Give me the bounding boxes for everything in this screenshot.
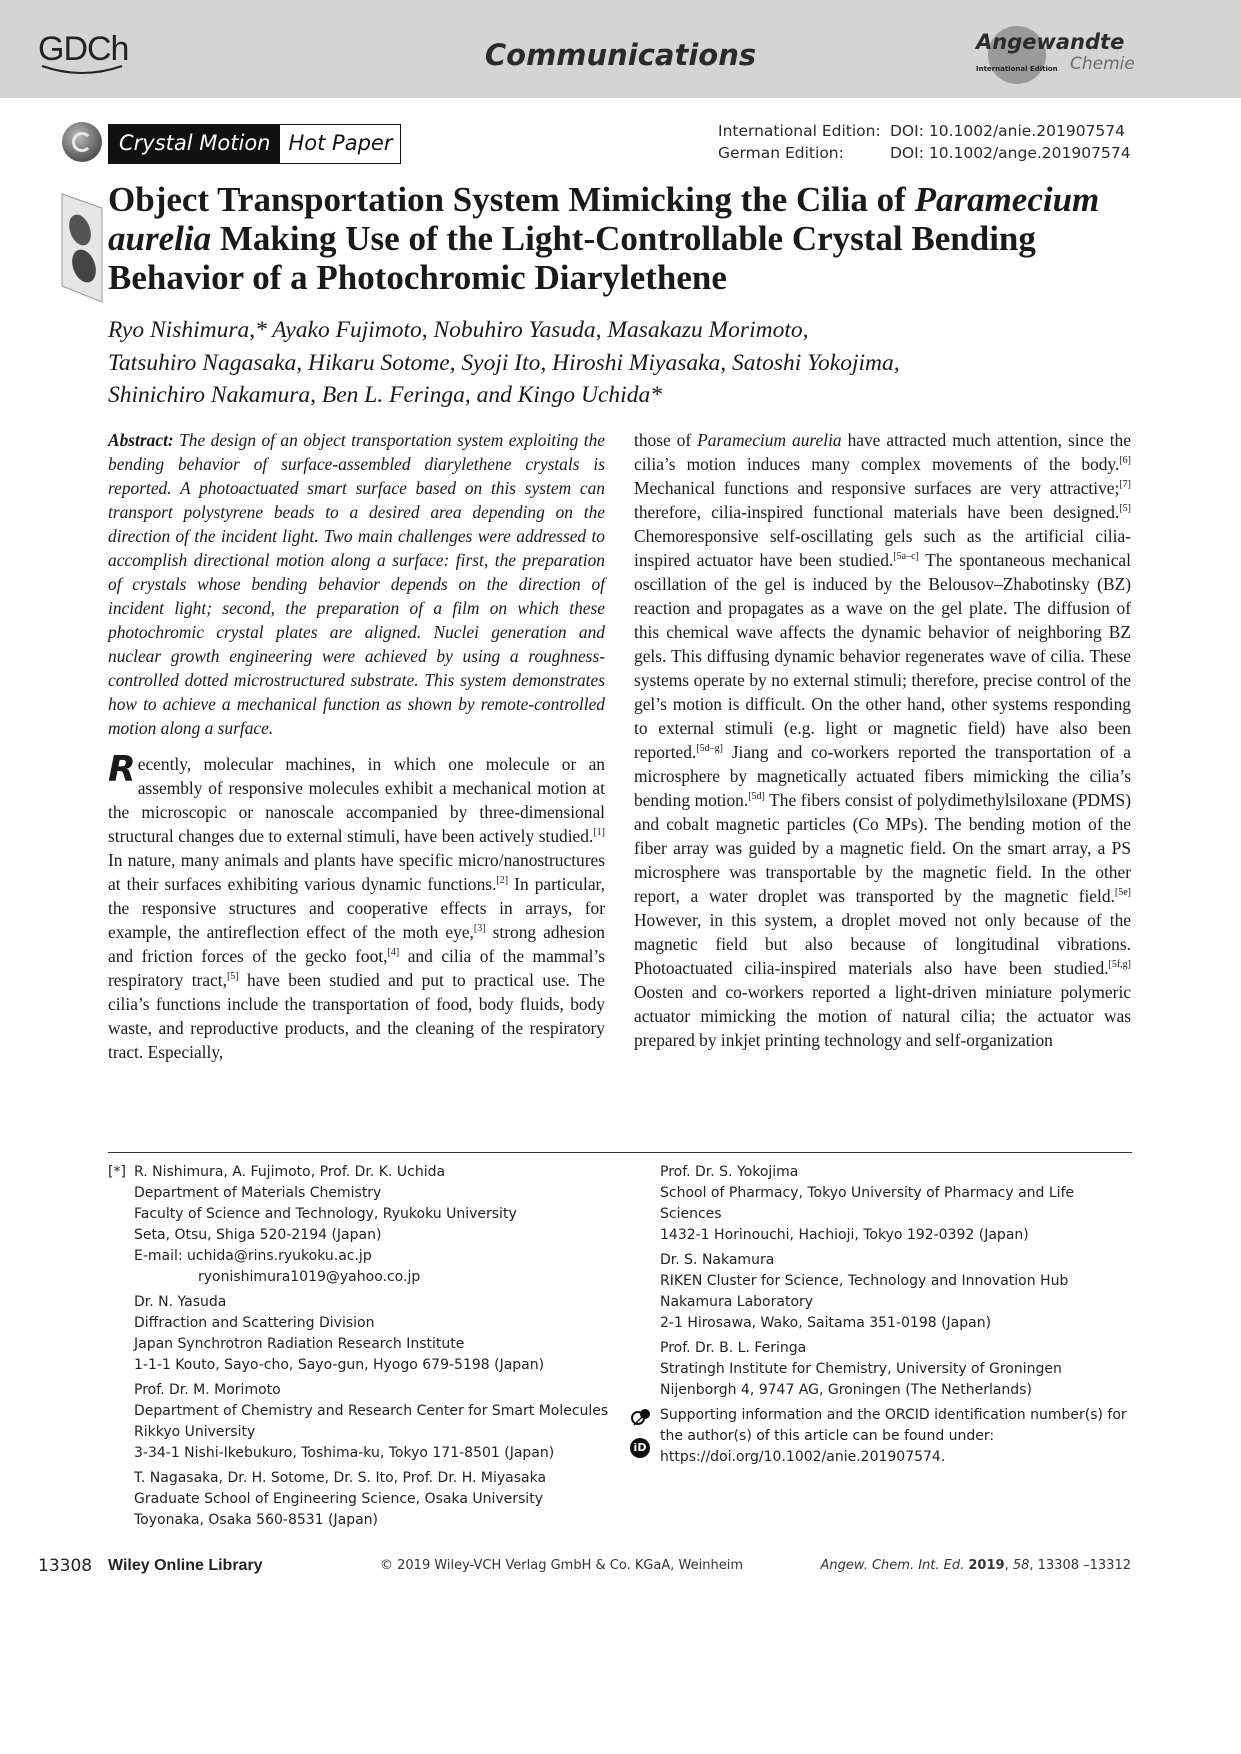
journal-year: 2019 (968, 1558, 1005, 1573)
supporting-info (633, 1405, 1140, 1468)
citation-ref[interactable]: [6] (1119, 455, 1131, 466)
doi-block (718, 120, 1132, 164)
left-column (108, 428, 605, 1064)
body-text: Chemoresponsive self-oscillating gels such as the artificial cilia-inspired actuator have been studied. (634, 526, 1131, 570)
affiliation-line: School of Pharmacy, Tokyo University of Pharmacy and Life Sciences (660, 1185, 1075, 1222)
right-column (634, 428, 1131, 1052)
doi-international-link[interactable]: DOI: 10.1002/anie.201907574 (890, 122, 1126, 140)
hot-paper-side-badge (56, 190, 108, 306)
affiliation-block (660, 1250, 1140, 1334)
citation-ref[interactable]: [1] (593, 827, 605, 838)
journal-abbrev: Angew. Chem. Int. Ed. (820, 1558, 965, 1573)
title-italic: Paramecium aurelia (108, 180, 1100, 258)
citation-ref[interactable]: [7] (1119, 479, 1131, 490)
affiliation-line: Stratingh Institute for Chemistry, University of Groningen (660, 1361, 1062, 1377)
supporting-info-link[interactable]: https://doi.org/10.1002/anie.201907574. (660, 1449, 946, 1465)
affiliation-line: Japan Synchrotron Radiation Research Institute (134, 1336, 465, 1352)
page-footer (0, 1556, 1241, 1578)
body-text: However, in this system, a droplet moved not only because of the magnetic field but also because of longitudinal vibrations. Photoactuated cilia-inspired materials also have been studied. (634, 910, 1131, 978)
journal-volume: 58 (1012, 1558, 1030, 1573)
citation-ref[interactable]: [5] (226, 971, 239, 982)
journal-logo-subtitle: Chemie (1070, 54, 1135, 74)
body-paragraph (634, 428, 1131, 1052)
affiliation-line: Diffraction and Scattering Division (134, 1315, 375, 1331)
body-text: Oosten and co-workers reported a light-driven miniature polymeric actuator mimicking the motion of natural cilia; the actuator was prepared by inkjet printing technology and self-organization (634, 982, 1131, 1050)
body-text: and cilia of the mammal’s respiratory tract, (108, 946, 606, 990)
category-tag (108, 124, 401, 164)
footnote-mark: [*] (108, 1164, 126, 1180)
drop-cap: R (108, 749, 136, 790)
doi-international-label: International Edition: (718, 122, 881, 140)
abstract-label: Abstract: (108, 430, 174, 450)
journal-reference: Angew. Chem. Int. Ed. 2019, 58, 13308 –13312 (820, 1558, 1131, 1573)
affiliation-line: Faculty of Science and Technology, Ryukoku University (134, 1206, 517, 1222)
authors-line-2: Tatsuhiro Nagasaka, Hikaru Sotome, Syoji Ito, Hiroshi Miyasaka, Satoshi Yokojima, (108, 349, 900, 376)
supporting-info-line: the author(s) of this article can be found under: (660, 1428, 995, 1444)
authors-line-1: Ryo Nishimura,* Ayako Fujimoto, Nobuhiro Yasuda, Masakazu Morimoto, (108, 317, 809, 343)
article-title (108, 180, 1128, 297)
journal-logo-edition: International Edition (976, 65, 1058, 73)
category-label: Crystal Motion (109, 125, 280, 163)
body-text: In nature, many animals and plants have specific micro/nanostructures at their surfaces exhibiting various dynamic functions. (108, 850, 605, 894)
section-title: Communications (484, 38, 757, 72)
affiliation-line: Rikkyo University (134, 1424, 256, 1440)
affiliations-left (108, 1162, 628, 1535)
doi-german-link[interactable]: DOI: 10.1002/ange.201907574 (890, 144, 1131, 162)
title-part1: Object Transportation System Mimicking the Cilia of (108, 180, 915, 219)
doi-german-label: German Edition: (718, 144, 844, 162)
body-text: have been studied and put to practical use. The cilia’s functions include the transportation of food, body fluids, body waste, and reproductive products, and the cleaning of the respiratory tract. Especially, (108, 970, 605, 1062)
affiliation-line: Toyonaka, Osaka 560-8531 (Japan) (134, 1512, 378, 1528)
affiliation-line: Seta, Otsu, Shiga 520-2194 (Japan) (134, 1227, 382, 1243)
supporting-info-icon (630, 1407, 652, 1427)
publisher-logo: GDCh (38, 30, 129, 68)
affiliation-line: Nijenborgh 4, 9747 AG, Groningen (The Netherlands) (660, 1382, 1032, 1398)
body-text: Mechanical functions and responsive surfaces are very attractive; (634, 478, 1120, 498)
citation-ref[interactable]: [5a–c] (893, 551, 919, 562)
page-number: 13308 (38, 1556, 93, 1576)
affiliation-block (134, 1162, 628, 1288)
journal-header (0, 0, 1241, 98)
copyright: © 2019 Wiley-VCH Verlag GmbH & Co. KGaA, Weinheim (380, 1558, 744, 1573)
supporting-info-line: Supporting information and the ORCID identification number(s) for (660, 1407, 1127, 1423)
wiley-online-library-link[interactable]: Wiley Online Library (108, 1557, 263, 1574)
citation-ref[interactable]: [5d–g] (696, 743, 723, 754)
citation-ref[interactable]: [5e] (1114, 887, 1131, 898)
affiliation-line: Prof. Dr. S. Yokojima (660, 1164, 799, 1180)
affiliation-block (660, 1338, 1140, 1401)
affiliation-line: Department of Chemistry and Research Center for Smart Molecules (134, 1403, 609, 1419)
affiliation-line: Prof. Dr. B. L. Feringa (660, 1340, 807, 1356)
affiliation-line: 3-34-1 Nishi-Ikebukuro, Toshima-ku, Tokyo 171-8501 (Japan) (134, 1445, 555, 1461)
orcid-icon: iD (630, 1438, 650, 1458)
body-text: The spontaneous mechanical oscillation of the gel is induced by the Belousov–Zhabotinsky (BZ) reaction and propagates as a wave on the gel plate. The diffusion of this chemical wave affects the dynamic behavior of neighboring BZ gels. This diffusing dynamic behavior regenerates wave of cilia. These systems operate by no external stimuli; therefore, precise control of the gel’s motion is difficult. On the other hand, other systems responding to external stimuli (e.g. light or magnetic field) have also been reported. (634, 550, 1131, 762)
body-text: Jiang and co-workers reported the transportation of a microsphere by magnetically actuated fibers mimicking the cilia’s bending motion. (634, 742, 1131, 810)
affiliation-line: Prof. Dr. M. Morimoto (134, 1382, 281, 1398)
affiliation-line: 1-1-1 Kouto, Sayo-cho, Sayo-gun, Hyogo 679-5198 (Japan) (134, 1357, 545, 1373)
email-link[interactable]: E-mail: uchida@rins.ryukoku.ac.jp (134, 1248, 372, 1264)
body-text: strong adhesion and friction forces of the gecko foot, (108, 922, 605, 966)
affiliation-line: 2-1 Hirosawa, Wako, Saitama 351-0198 (Japan) (660, 1315, 992, 1331)
affiliation-block (660, 1162, 1140, 1246)
footnote-divider (108, 1152, 1132, 1153)
body-text: ecently, molecular machines, in which one molecule or an assembly of responsive molecules exhibit a mechanical motion at the microscopic or nanoscale accompanied by three-dimensional structural changes due to external stimuli, have been actively studied. (108, 754, 605, 846)
body-text: have attracted much attention, since the cilia’s motion induces many complex movements of the body. (634, 430, 1131, 474)
affiliations-right (633, 1162, 1140, 1472)
supporting-info-icons (630, 1407, 652, 1458)
email-link[interactable]: ryonishimura1019@yahoo.co.jp (198, 1269, 421, 1285)
affiliation-line: R. Nishimura, A. Fujimoto, Prof. Dr. K. Uchida (134, 1164, 446, 1180)
body-italic: Paramecium aurelia (697, 430, 842, 450)
affiliation-line: Graduate School of Engineering Science, Osaka University (134, 1491, 543, 1507)
citation-ref[interactable]: [3] (473, 923, 486, 934)
affiliation-line: RIKEN Cluster for Science, Technology and Innovation Hub (660, 1273, 1069, 1289)
body-text: therefore, cilia-inspired functional materials have been designed. (634, 502, 1120, 522)
citation-ref[interactable]: [5d] (748, 791, 765, 802)
citation-ref[interactable]: [4] (387, 947, 400, 958)
hot-paper-label: Hot Paper (280, 125, 400, 163)
affiliation-block (134, 1380, 628, 1464)
affiliation-line: Department of Materials Chemistry (134, 1185, 382, 1201)
journal-pages: 13308 –13312 (1037, 1558, 1131, 1573)
affiliation-line: Dr. S. Nakamura (660, 1252, 775, 1268)
title-part2: Making Use of the Light-Controllable Crystal Bending Behavior of a Photochromic Diarylethene (108, 219, 1036, 297)
affiliation-block (134, 1292, 628, 1376)
author-list (108, 314, 1128, 412)
affiliation-line: T. Nagasaka, Dr. H. Sotome, Dr. S. Ito, Prof. Dr. H. Miyasaka (134, 1470, 547, 1486)
authors-line-3: Shinichiro Nakamura, Ben L. Feringa, and Kingo Uchida* (108, 382, 662, 408)
abstract (108, 428, 605, 740)
citation-ref[interactable]: [5f,g] (1108, 959, 1131, 970)
body-text: The fibers consist of polydimethylsiloxane (PDMS) and cobalt magnetic particles (Co MPs). The bending motion of the fiber array was guided by a magnetic field. On the smart array, a PS microsphere was transportable by the magnetic field. In the other report, a water droplet was transported by the magnetic field. (634, 790, 1131, 906)
affiliation-line: Dr. N. Yasuda (134, 1294, 227, 1310)
affiliation-line: 1432-1 Horinouchi, Hachioji, Tokyo 192-0392 (Japan) (660, 1227, 1029, 1243)
affiliation-line: Nakamura Laboratory (660, 1294, 814, 1310)
body-text: those of (634, 430, 698, 450)
affiliation-block (134, 1468, 628, 1531)
journal-logo-title: Angewandte (976, 30, 1125, 54)
abstract-text: The design of an object transportation system exploiting the bending behavior of surface-assembled diarylethene crystals is reported. A photoactuated smart surface based on this system can transport polystyrene beads to a desired area depending on the direction of the incident light. Two main challenges were addressed to accomplish directional motion along a surface: first, the preparation of crystals whose bending behavior depends on the direction of incident light; second, the preparation of a film on which these photochromic crystal plates are aligned. Nuclei generation and nuclear growth engineering were achieved by using a roughness-controlled dotted microstructured substrate. This system demonstrates how to achieve a mechanical function as shown by remote-controlled motion along a surface. (108, 430, 605, 738)
citation-ref[interactable]: [2] (496, 875, 509, 886)
crystal-motion-icon-swirl (72, 132, 92, 152)
body-text: In particular, the responsive structures and cooperative effects in arrays, for example, the antireflection effect of the moth eye, (108, 874, 605, 942)
intro-paragraph (108, 749, 606, 1064)
citation-ref[interactable]: [5] (1119, 503, 1131, 514)
